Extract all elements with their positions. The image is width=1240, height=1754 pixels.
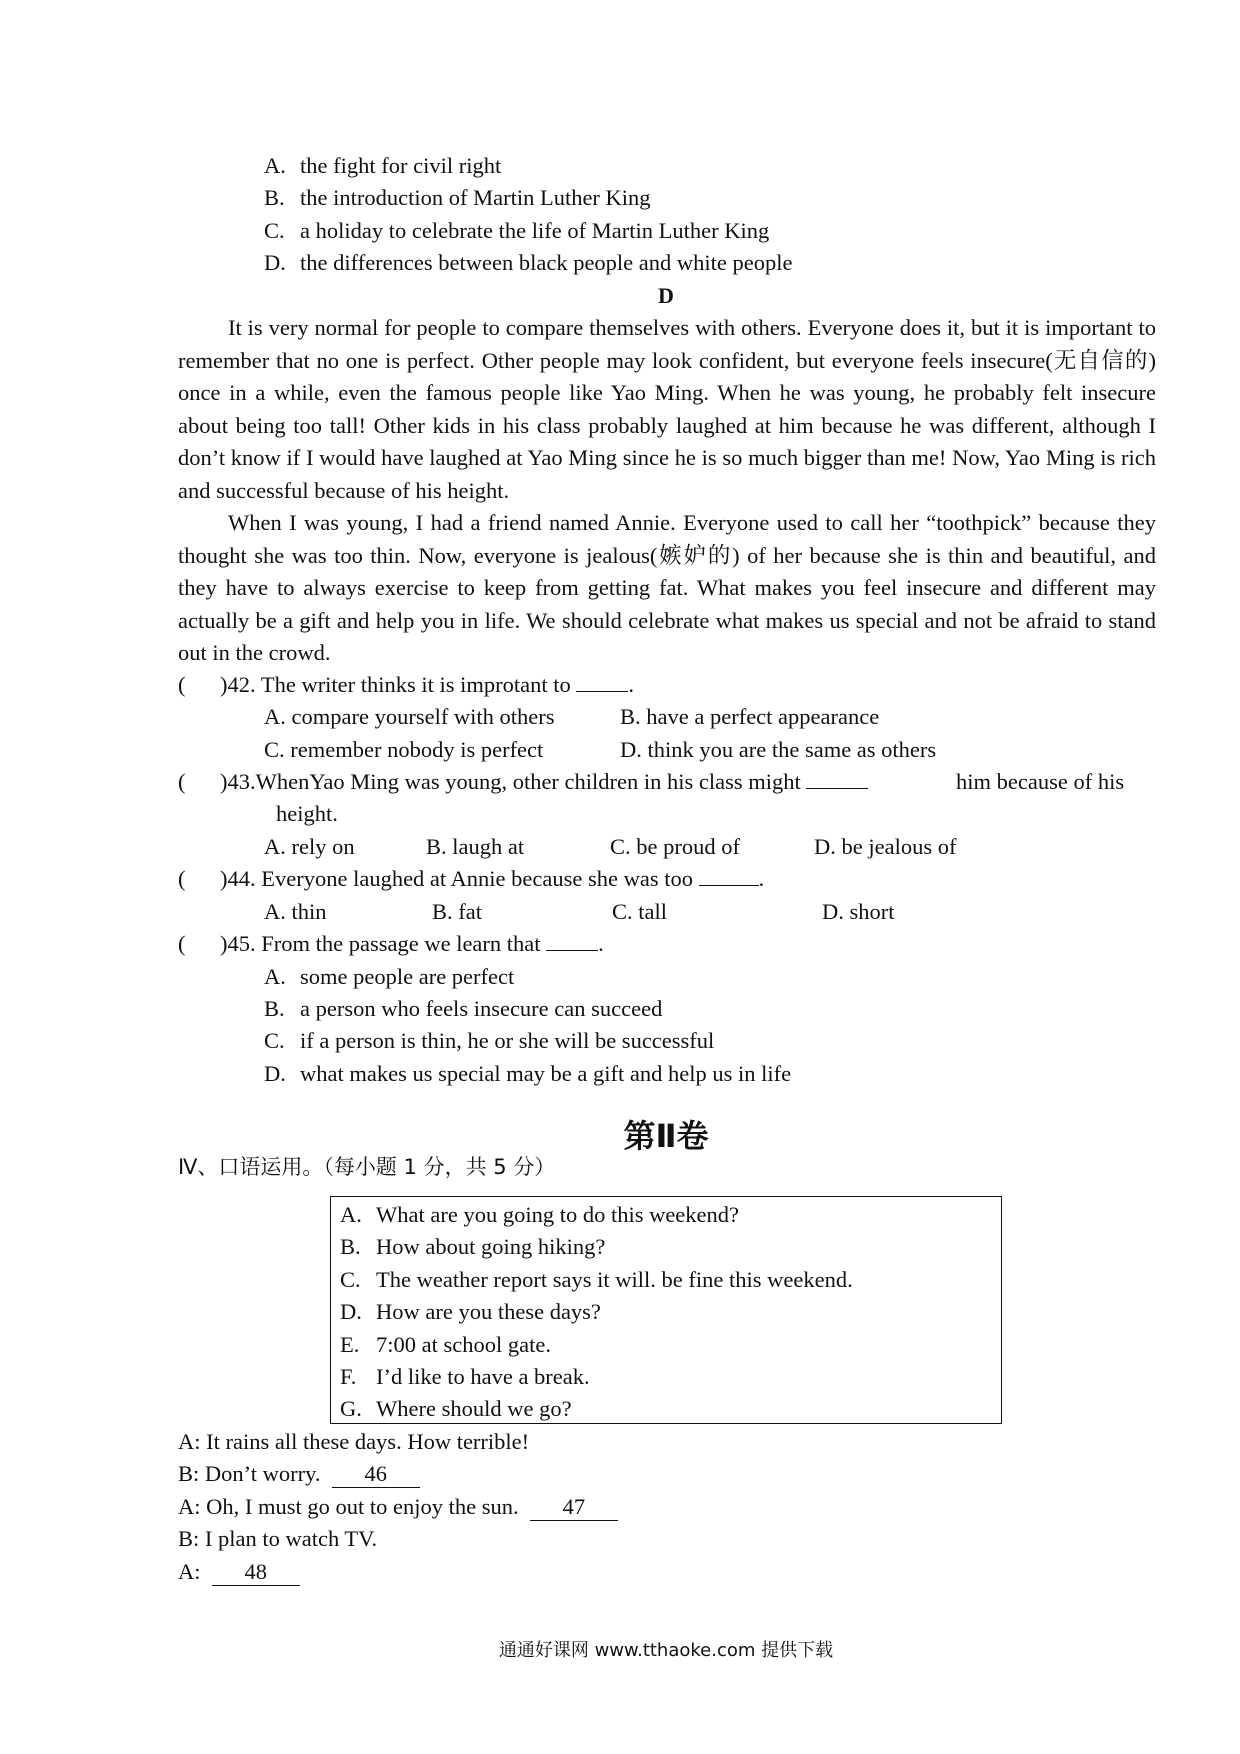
box-option-d: D. How are you these days? bbox=[340, 1299, 601, 1324]
question-44: ( )44. Everyone laughed at Annie because she was too . bbox=[178, 866, 765, 891]
answer-blank bbox=[806, 768, 868, 789]
q44-option-d: D. short bbox=[822, 899, 895, 924]
q43-option-b: B. laugh at bbox=[426, 834, 525, 859]
box-option-b: B. How about going hiking? bbox=[340, 1234, 606, 1259]
q42-option-b: B. have a perfect appearance bbox=[620, 704, 880, 729]
q41-option-b: B. the introduction of Martin Luther King bbox=[264, 185, 651, 210]
q45-option-d: D. what makes us special may be a gift and help us in life bbox=[264, 1061, 792, 1086]
q45-option-a: A. some people are perfect bbox=[264, 964, 515, 989]
q43-option-c: C. be proud of bbox=[610, 834, 740, 859]
q42-option-c: C. remember nobody is perfect bbox=[264, 737, 544, 762]
answer-blank bbox=[699, 865, 759, 886]
dialogue-blank-48: 48 bbox=[212, 1559, 300, 1586]
answer-blank bbox=[576, 671, 628, 692]
question-43-continued: height. bbox=[276, 801, 338, 826]
q43-option-d: D. be jealous of bbox=[814, 834, 957, 859]
q44-option-c: C. tall bbox=[612, 899, 667, 924]
dialogue-blank-46: 46 bbox=[332, 1461, 420, 1488]
question-43: ( )43.WhenYao Ming was young, other children in his class might bbox=[178, 767, 868, 797]
question-42: ( )42. The writer thinks it is improtant to . bbox=[178, 672, 635, 697]
answer-blank bbox=[546, 930, 598, 951]
box-option-f: F. I’d like to have a break. bbox=[340, 1364, 590, 1389]
q41-option-c: C. a holiday to celebrate the life of Martin Luther King bbox=[264, 218, 770, 243]
q45-option-c: C. if a person is thin, he or she will be successful bbox=[264, 1028, 715, 1053]
box-option-g: G. Where should we go? bbox=[340, 1396, 572, 1421]
q42-option-a: A. compare yourself with others bbox=[264, 704, 555, 729]
box-option-c: C. The weather report says it will. be fine this weekend. bbox=[340, 1267, 853, 1292]
q44-option-b: B. fat bbox=[432, 899, 482, 924]
passage-paragraph-1: It is very normal for people to compare themselves with others. Everyone does it, but it is important to remember that no one is perfect. Other people may look confident, but everyone feels insecure(无自信的) once in a while, even the famous people like Yao Ming. When he was young, he probably felt insecure about being too tall! Other kids in his class probably laughed at him because he was different, although I don’t know if I would have laughed at Yao Ming since he is so much bigger than me! Now, Yao Ming is rich and successful because of his height. bbox=[178, 315, 1156, 503]
q45-option-b: B. a person who feels insecure can succeed bbox=[264, 996, 663, 1021]
q44-option-a: A. thin bbox=[264, 899, 327, 924]
dialogue-line-4: B: I plan to watch TV. bbox=[178, 1526, 378, 1551]
passage-paragraph-2: When I was young, I had a friend named Annie. Everyone used to call her “toothpick” because they thought she was too thin. Now, everyone is jealous(嫉妒的) of her because she is thin and beautiful, and they have to always exercise to keep from getting fat. What makes you feel insecure and different may actually be a gift and help you in life. We should celebrate what makes us special and not be afraid to stand out in the crowd. bbox=[178, 510, 1156, 666]
question-45: ( )45. From the passage we learn that . bbox=[178, 931, 604, 956]
dialogue-line-5: A: 48 bbox=[178, 1557, 300, 1587]
section-4-title: Ⅳ、口语运用。（每小题 1 分，共 5 分） bbox=[178, 1155, 556, 1179]
part-2-heading: 第Ⅱ卷 bbox=[623, 1117, 709, 1155]
q41-option-a: A. the fight for civil right bbox=[264, 153, 502, 178]
footer-source: 通通好课网 www.tthaoke.com 提供下载 bbox=[498, 1640, 834, 1661]
dialogue-line-3: A: Oh, I must go out to enjoy the sun. 47 bbox=[178, 1492, 618, 1522]
box-option-a: A. What are you going to do this weekend? bbox=[340, 1202, 740, 1227]
box-option-e: E. 7:00 at school gate. bbox=[340, 1332, 551, 1357]
passage-label: D bbox=[658, 283, 674, 308]
dialogue-blank-47: 47 bbox=[530, 1494, 618, 1521]
q43-option-a: A. rely on bbox=[264, 834, 355, 859]
q41-option-d: D. the differences between black people and white people bbox=[264, 250, 793, 275]
question-43-tail: him because of his bbox=[956, 769, 1125, 794]
dialogue-line-2: B: Don’t worry. 46 bbox=[178, 1459, 420, 1489]
dialogue-line-1: A: It rains all these days. How terrible! bbox=[178, 1429, 530, 1454]
q42-option-d: D. think you are the same as others bbox=[620, 737, 937, 762]
